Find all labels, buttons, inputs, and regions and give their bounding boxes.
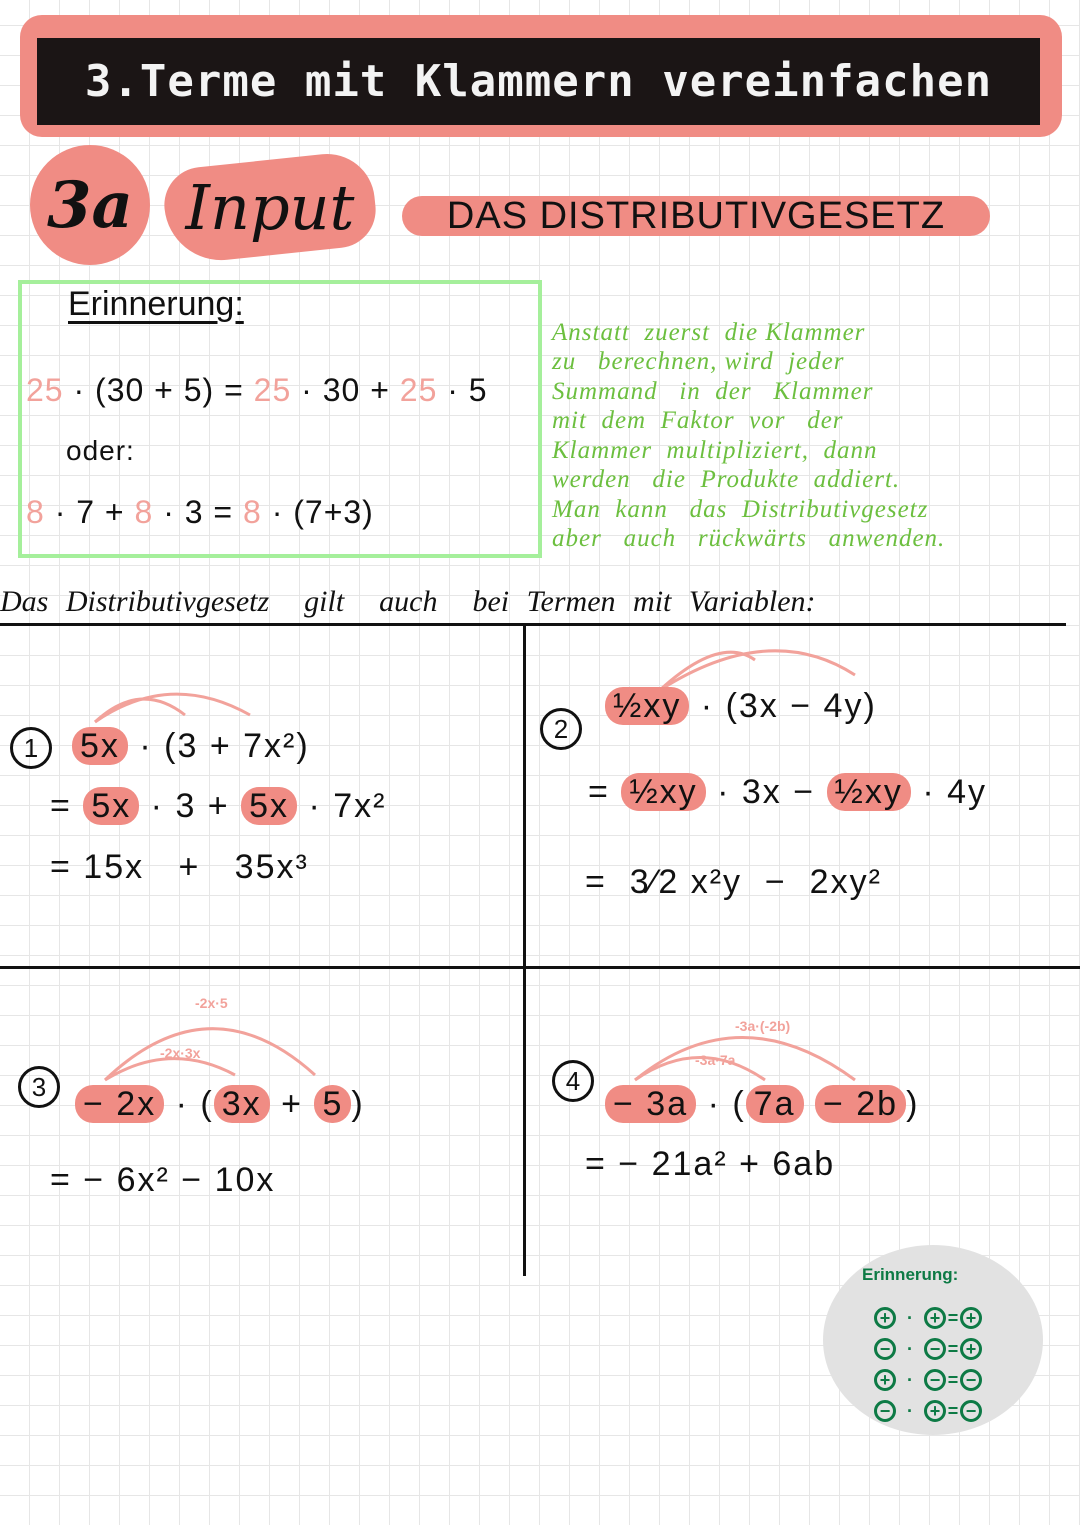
topic-title: DAS DISTRIBUTIVGESETZ xyxy=(446,194,946,237)
section-badge: 3a xyxy=(30,145,150,265)
sign-icon: − xyxy=(924,1338,946,1360)
reminder-title: Erinnerung: xyxy=(68,285,244,323)
expr: = xyxy=(588,773,622,811)
expr: · 3x − xyxy=(705,773,827,811)
expr: + xyxy=(269,1085,315,1123)
factor-highlight: 5x xyxy=(83,787,139,825)
q1-line-3: = 15x + 35x³ xyxy=(50,848,309,886)
sign-rule-row xyxy=(874,1307,982,1329)
q2-line-1 xyxy=(605,684,877,728)
arrow-q4-outer xyxy=(635,1038,855,1081)
sign-icon: + xyxy=(874,1307,896,1329)
q1-line-1 xyxy=(72,724,310,768)
sign-icon: + xyxy=(960,1307,982,1329)
q3-line-2: = − 6x² − 10x xyxy=(50,1161,276,1199)
expr xyxy=(804,1085,815,1123)
sign-rule-row xyxy=(874,1400,982,1422)
expr: · 7 + xyxy=(44,494,135,530)
factor-highlight: 5x xyxy=(72,727,128,765)
explanation-line: Man kann das Distributivgesetz xyxy=(552,495,929,523)
factor: 8 xyxy=(243,494,262,530)
q2-line-3: = 3⁄2 x²y − 2xy² xyxy=(585,863,882,901)
arrow-q3-outer xyxy=(105,1029,315,1080)
explanation-line: mit dem Faktor vor der xyxy=(552,407,844,434)
expr: ) xyxy=(351,1085,365,1123)
term-highlight: 5 xyxy=(314,1085,351,1123)
equals: = xyxy=(947,1400,959,1421)
factor-highlight: − 3a xyxy=(605,1085,696,1123)
dot: · xyxy=(907,1307,913,1328)
sign-icon: + xyxy=(924,1400,946,1422)
factor-highlight: ½xy xyxy=(827,773,911,811)
factor-highlight: ½xy xyxy=(621,773,705,811)
q3-line-1 xyxy=(75,1082,365,1126)
expr: · (3x − 4y) xyxy=(689,687,877,725)
example-number-4: 4 xyxy=(552,1060,594,1102)
equals: = xyxy=(947,1338,959,1359)
term-highlight: − 2b xyxy=(815,1085,906,1123)
dot: · xyxy=(907,1369,913,1390)
page-title: 3.Terme mit Klammern vereinfachen xyxy=(37,38,1040,125)
explanation-line: aber auch rückwärts anwenden. xyxy=(552,525,946,552)
q3-annotation-outer: -2x·5 xyxy=(195,995,228,1011)
expr: · ( xyxy=(164,1085,214,1123)
sign-icon: − xyxy=(960,1400,982,1422)
explanation-line: werden die Produkte addiert. xyxy=(552,466,901,493)
expr: ) xyxy=(906,1085,920,1123)
sign-icon: + xyxy=(924,1307,946,1329)
factor: 8 xyxy=(26,494,45,530)
factor-highlight: ½xy xyxy=(605,687,689,725)
term-highlight: 7a xyxy=(746,1085,804,1123)
explanation-line: Klammer multipliziert, dann xyxy=(552,436,878,464)
dot: · xyxy=(907,1400,913,1421)
example-2 xyxy=(26,494,374,531)
expr: · 3 + xyxy=(139,787,242,825)
expr: · 5 xyxy=(437,372,488,408)
sign-icon: − xyxy=(960,1369,982,1391)
q1-line-2 xyxy=(50,784,386,828)
equals: = xyxy=(947,1369,959,1390)
expr: · 30 + xyxy=(291,372,400,408)
term-highlight: 3x xyxy=(214,1085,270,1123)
arrow-q1-inner xyxy=(95,699,185,722)
expr: · 7x² xyxy=(297,787,387,825)
q4-annotation-inner: -3a·7a xyxy=(695,1052,736,1068)
example-number-1: 1 xyxy=(10,727,52,769)
sign-icon: − xyxy=(924,1369,946,1391)
example-1 xyxy=(26,372,488,409)
factor: 8 xyxy=(134,494,154,530)
explanation-line: Anstatt zuerst die Klammer xyxy=(552,318,866,346)
expr: · 3 = xyxy=(153,494,243,530)
expr: · (30 + 5) = xyxy=(63,372,254,408)
dot: · xyxy=(907,1338,913,1359)
section-heading: Das Distributivgesetz gilt auch bei Termen mit Variablen: xyxy=(0,585,816,618)
factor: 25 xyxy=(399,372,438,408)
q4-line-2: = − 21a² + 6ab xyxy=(585,1145,836,1183)
factor: 25 xyxy=(253,372,292,408)
sign-icon: − xyxy=(874,1400,896,1422)
q4-line-1 xyxy=(605,1082,919,1126)
explanation-text xyxy=(552,288,1072,583)
section-label: Input xyxy=(185,171,355,244)
q3-annotation-inner: -2x·3x xyxy=(160,1045,201,1061)
explanation-line: Summand in der Klammer xyxy=(552,377,874,405)
sign-rules-title: Erinnerung: xyxy=(862,1265,959,1284)
example-number-2: 2 xyxy=(540,708,582,750)
sign-rule-row xyxy=(874,1338,982,1360)
expr: · (7+3) xyxy=(261,494,374,530)
factor: 25 xyxy=(26,372,64,408)
expr: · 4y xyxy=(910,773,988,811)
or-label: oder: xyxy=(66,435,135,466)
explanation-line: zu berechnen, wird jeder xyxy=(552,348,845,375)
q2-line-2 xyxy=(588,770,987,814)
sign-icon: + xyxy=(874,1369,896,1391)
expr: = xyxy=(50,787,84,825)
q4-annotation-outer: -3a·(-2b) xyxy=(735,1018,791,1034)
example-number-3: 3 xyxy=(18,1066,60,1108)
expr: · ( xyxy=(696,1085,746,1123)
sign-icon: + xyxy=(960,1338,982,1360)
expr: · (3 + 7x²) xyxy=(127,727,310,765)
factor-highlight: 5x xyxy=(241,787,297,825)
equals: = xyxy=(947,1307,959,1328)
factor-highlight: − 2x xyxy=(75,1085,164,1123)
sign-rule-row xyxy=(874,1369,982,1391)
sign-icon: − xyxy=(874,1338,896,1360)
